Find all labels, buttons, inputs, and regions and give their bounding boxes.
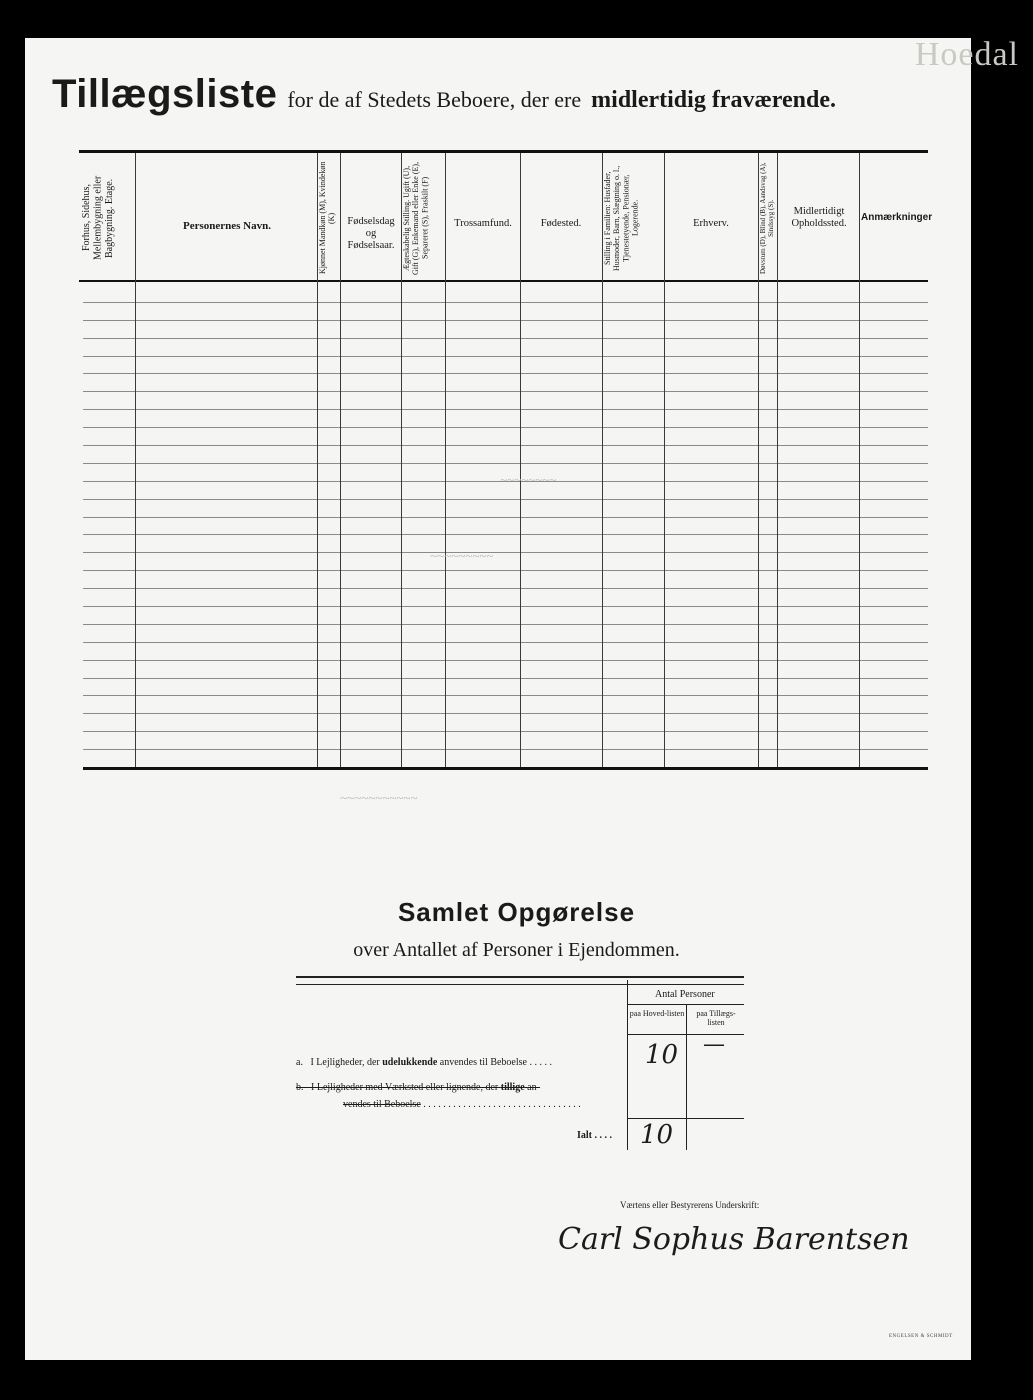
row-b-prefix: b. [296,1082,304,1093]
table-row-line [83,499,928,500]
bleed-through-handwriting: ~~~~~~~~ [500,472,557,487]
summary-row-b-cont [343,1099,581,1110]
table-row-line [83,678,928,679]
summary-col-divider [627,980,628,1150]
table-column-divider [445,153,446,767]
table-row-line [83,320,928,321]
summary-top-rule-2 [296,984,744,985]
table-row-line [83,731,928,732]
table-row-line [83,695,928,696]
header-birthplace: Fødested. [540,218,582,229]
table-row-line [83,463,928,464]
table-column-divider [664,153,665,767]
ialt-value: 10 [640,1120,674,1150]
table-row-line [83,409,928,410]
row-b-bold: tillige [500,1082,525,1093]
table-column-divider [520,153,521,767]
table-row-line [83,570,928,571]
header-occupation: Erhverv. [693,218,729,229]
header-names: Personernes Navn. [183,220,271,232]
form-title [52,72,932,117]
row-a-hoved-value: 10 [645,1040,679,1070]
summary-top-rule [296,976,744,978]
summary-col-tillaeg: paa Tillægs-listen [696,1009,736,1027]
table-row-line [83,713,928,714]
table-column-divider [777,153,778,767]
signature-label: Værtens eller Bestyrerens Underskrift: [620,1200,760,1210]
header-disability: Døvstum (D), Blind (B), Aandsvag (A), Sindssyg (S). [759,162,776,274]
row-a-bold: udelukkende [382,1057,438,1068]
header-birth: Fødselsdag og Fødselsaar. [347,216,395,252]
header-building: Forhus, Sidehus, Mellembygning eller Bagbygning. Etage. [81,175,115,261]
table-row-line [83,749,928,750]
summary-col-divider [686,1004,687,1150]
table-row-line [83,588,928,589]
row-b-text3: vendes til Beboelse [343,1099,421,1110]
summary-col-hoved: paa Hoved-listen [629,1009,685,1018]
title-fravaerende: midlertidig fraværende. [591,87,837,113]
header-remarks: Anmærkninger [861,212,933,223]
row-b-text1: I Lejligheder med Værksted eller lignende, der [311,1082,499,1093]
table-row-line [83,427,928,428]
bleed-through-handwriting: ~~~~~~~~~ [430,548,494,563]
row-a-text1: I Lejligheder, der [310,1057,380,1068]
table-row-line [83,606,928,607]
table-row-line [83,660,928,661]
table-row-line [83,356,928,357]
summary-row-a [296,1057,552,1068]
summary-antal-header: Antal Personer [655,989,715,1000]
table-top-rule [79,150,928,153]
header-religion: Trossamfund. [454,218,512,229]
ialt-label-text: Ialt [577,1130,592,1141]
table-row-line [83,534,928,535]
bleed-through-handwriting: ~~~~~~~~~~~ [340,790,418,805]
row-a-prefix: a. [296,1057,303,1068]
table-column-divider [859,153,860,767]
table-row-line [83,624,928,625]
row-a-leader: . . . . . [526,1057,552,1068]
summary-subheader-rule [627,1004,744,1005]
table-row-line [83,373,928,374]
table-row-line [83,517,928,518]
summary-total-rule [627,1118,744,1119]
row-a-text2: anvendes til Beboelse [439,1057,527,1068]
header-marital: Ægteskabelig Stilling. Ugift (U), Gift (G), Enkemand eller Enke (E), Separeret (S), Fraskilt (F) [402,161,430,275]
table-bottom-rule [83,767,928,770]
summary-title: Samlet Opgørelse [397,897,636,927]
header-bottom-rule [79,280,928,282]
table-row-line [83,642,928,643]
summary-subtitle: over Antallet af Personer i Ejendommen. [353,939,680,961]
ialt-leader: . . . . [592,1130,612,1141]
row-a-tillaeg-value: — [703,1032,725,1057]
residents-table [53,116,933,770]
summary-header-rule [627,1034,744,1035]
row-b-leader: . . . . . . . . . . . . . . . . . . . . . . . . . . . . . . . . [420,1099,581,1110]
summary-row-b [296,1082,540,1093]
table-row-line [83,391,928,392]
ialt-label [577,1130,612,1141]
title-tillaegsliste: Tillægsliste [52,72,278,116]
table-row-line [83,302,928,303]
table-column-divider [135,153,136,767]
bleed-through-text: Hoedal [914,36,1019,73]
header-sex: Kjønnet Mandkøn (M), Kvindekøn (K) [318,161,337,275]
header-family: Stilling i Familien: Husfader, Husmoder, Barn, Slægtning o. l., Tjenestetyende, Pensionær, Logerende. [603,165,640,271]
printer-mark: ENGELSEN & SCHMIDT [889,1334,953,1339]
header-temp-residence: Midlertidigt Opholdssted. [791,206,847,230]
title-description: for de af Stedets Beboere, der ere [287,87,582,112]
signature: Carl Sophus Barentsen [558,1222,910,1257]
table-column-divider [340,153,341,767]
table-row-line [83,445,928,446]
row-b-text2: an- [527,1082,540,1093]
table-row-line [83,338,928,339]
table-row-line [83,552,928,553]
